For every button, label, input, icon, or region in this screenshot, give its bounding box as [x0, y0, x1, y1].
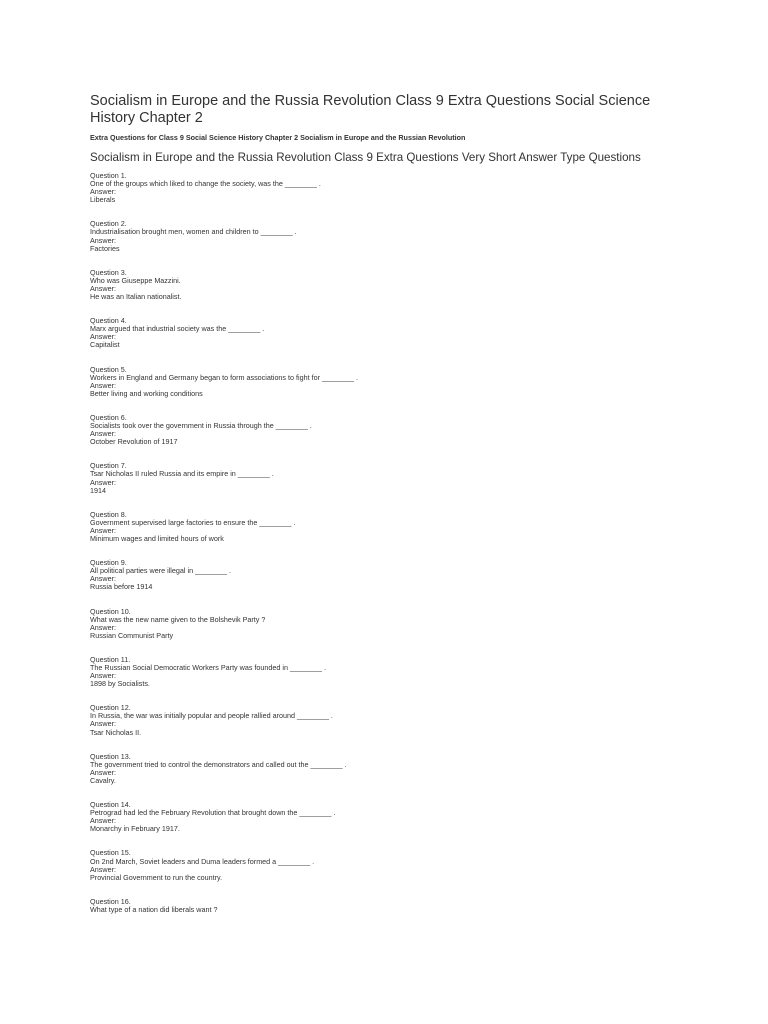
answer-label: Answer:	[90, 671, 116, 681]
question-label: Question 7.	[90, 461, 127, 471]
question-label: Question 8.	[90, 509, 127, 519]
document-page	[90, 93, 690, 946]
answer-label: Answer:	[90, 574, 116, 584]
question-label: Question 3.	[90, 267, 127, 277]
answer-text: Minimum wages and limited hours of work	[90, 534, 224, 544]
question-item-3	[90, 269, 690, 317]
question-label: Question 4.	[90, 316, 127, 326]
question-label: Question 13.	[90, 751, 131, 761]
answer-text: 1898 by Socialists.	[90, 679, 150, 689]
question-text: In Russia, the war was initially popular and people rallied around ________ .	[90, 711, 333, 721]
question-label: Question 1.	[90, 171, 127, 180]
question-label: Question 5.	[90, 364, 127, 374]
question-item-7	[90, 462, 690, 510]
question-text: Tsar Nicholas II ruled Russia and its empire in ________ .	[90, 469, 274, 479]
answer-text: He was an Italian nationalist.	[90, 292, 182, 302]
question-item-5	[90, 366, 690, 414]
answer-label: Answer:	[90, 767, 116, 777]
answer-text: Russia before 1914	[90, 582, 153, 592]
question-text: Workers in England and Germany began to form associations to fight for ________ .	[90, 372, 358, 382]
question-item-1	[90, 172, 690, 220]
answer-text: 1914	[90, 485, 106, 495]
question-text: One of the groups which liked to change the society, was the ________ .	[90, 179, 321, 189]
answer-label: Answer:	[90, 719, 116, 729]
answer-label: Answer:	[90, 816, 116, 826]
question-item-15	[90, 849, 690, 897]
question-label: Question 6.	[90, 412, 127, 422]
question-text: Socialists took over the government in Russia through the ________ .	[90, 421, 312, 431]
question-text: Industrialisation brought men, women and children to ________ .	[90, 227, 297, 237]
answer-label: Answer:	[90, 864, 116, 874]
question-text: What was the new name given to the Bolshevik Party ?	[90, 614, 266, 624]
question-item-4	[90, 317, 690, 365]
question-text: The Russian Social Democratic Workers Party was founded in ________ .	[90, 663, 326, 672]
question-item-13	[90, 753, 690, 801]
answer-label: Answer:	[90, 283, 116, 293]
question-text: Who was Giuseppe Mazzini.	[90, 275, 181, 285]
question-item-6	[90, 414, 690, 462]
question-label: Question 2.	[90, 219, 127, 229]
question-item-10	[90, 608, 690, 656]
question-item-11	[90, 656, 690, 704]
question-text: All political parties were illegal in ________ .	[90, 566, 232, 576]
answer-text: Russian Communist Party	[90, 630, 174, 640]
question-label: Question 9.	[90, 558, 127, 568]
question-item-9	[90, 559, 690, 607]
answer-label: Answer:	[90, 332, 116, 342]
page-title: Socialism in Europe and the Russia Revolution Class 9 Extra Questions Social Science History Chapter 2	[90, 93, 651, 126]
question-label: Question 16.	[90, 896, 131, 906]
answer-text: Provincial Government to run the country.	[90, 872, 223, 882]
question-text: On 2nd March, Soviet leaders and Duma leaders formed a ________ .	[90, 856, 315, 866]
question-list	[90, 172, 690, 898]
question-label: Question 10.	[90, 606, 131, 616]
question-text: The government tried to control the demonstrators and called out the ________ .	[90, 759, 347, 769]
answer-text: Liberals	[90, 195, 116, 205]
answer-label: Answer:	[90, 477, 116, 487]
answer-text: Cavalry.	[90, 775, 116, 785]
answer-label: Answer:	[90, 380, 116, 390]
question-label: Question 14.	[90, 800, 131, 810]
question-item-8	[90, 511, 690, 559]
answer-label: Answer:	[90, 235, 116, 245]
answer-text: Better living and working conditions	[90, 388, 203, 398]
section-title: Socialism in Europe and the Russia Revolution Class 9 Extra Questions Very Short Answer Type Questions	[90, 151, 641, 164]
answer-text: Tsar Nicholas II.	[90, 727, 142, 737]
question-text: Petrograd had led the February Revolution that brought down the ________ .	[90, 808, 336, 818]
question-label: Question 11.	[90, 654, 131, 664]
question-item-12	[90, 704, 690, 752]
answer-label: Answer:	[90, 622, 116, 632]
answer-text: Factories	[90, 243, 120, 253]
question-label: Question 15.	[90, 848, 131, 858]
question-text: Government supervised large factories to ensure the ________ .	[90, 517, 296, 527]
answer-text: Capitalist	[90, 340, 120, 350]
question-item-16	[90, 898, 690, 946]
answer-text: October Revolution of 1917	[90, 437, 178, 447]
question-label: Question 12.	[90, 703, 131, 713]
answer-label: Answer:	[90, 187, 116, 197]
answer-text: Monarchy in February 1917.	[90, 824, 180, 834]
question-text: Marx argued that industrial society was the ________ .	[90, 324, 265, 334]
answer-label: Answer:	[90, 525, 116, 535]
question-item-14	[90, 801, 690, 849]
question-text: What type of a nation did liberals want ?	[90, 904, 218, 914]
page-subtitle: Extra Questions for Class 9 Social Science History Chapter 2 Socialism in Europe and the Russian Revolution	[90, 133, 466, 142]
question-item-2	[90, 220, 690, 268]
answer-label: Answer:	[90, 429, 116, 439]
